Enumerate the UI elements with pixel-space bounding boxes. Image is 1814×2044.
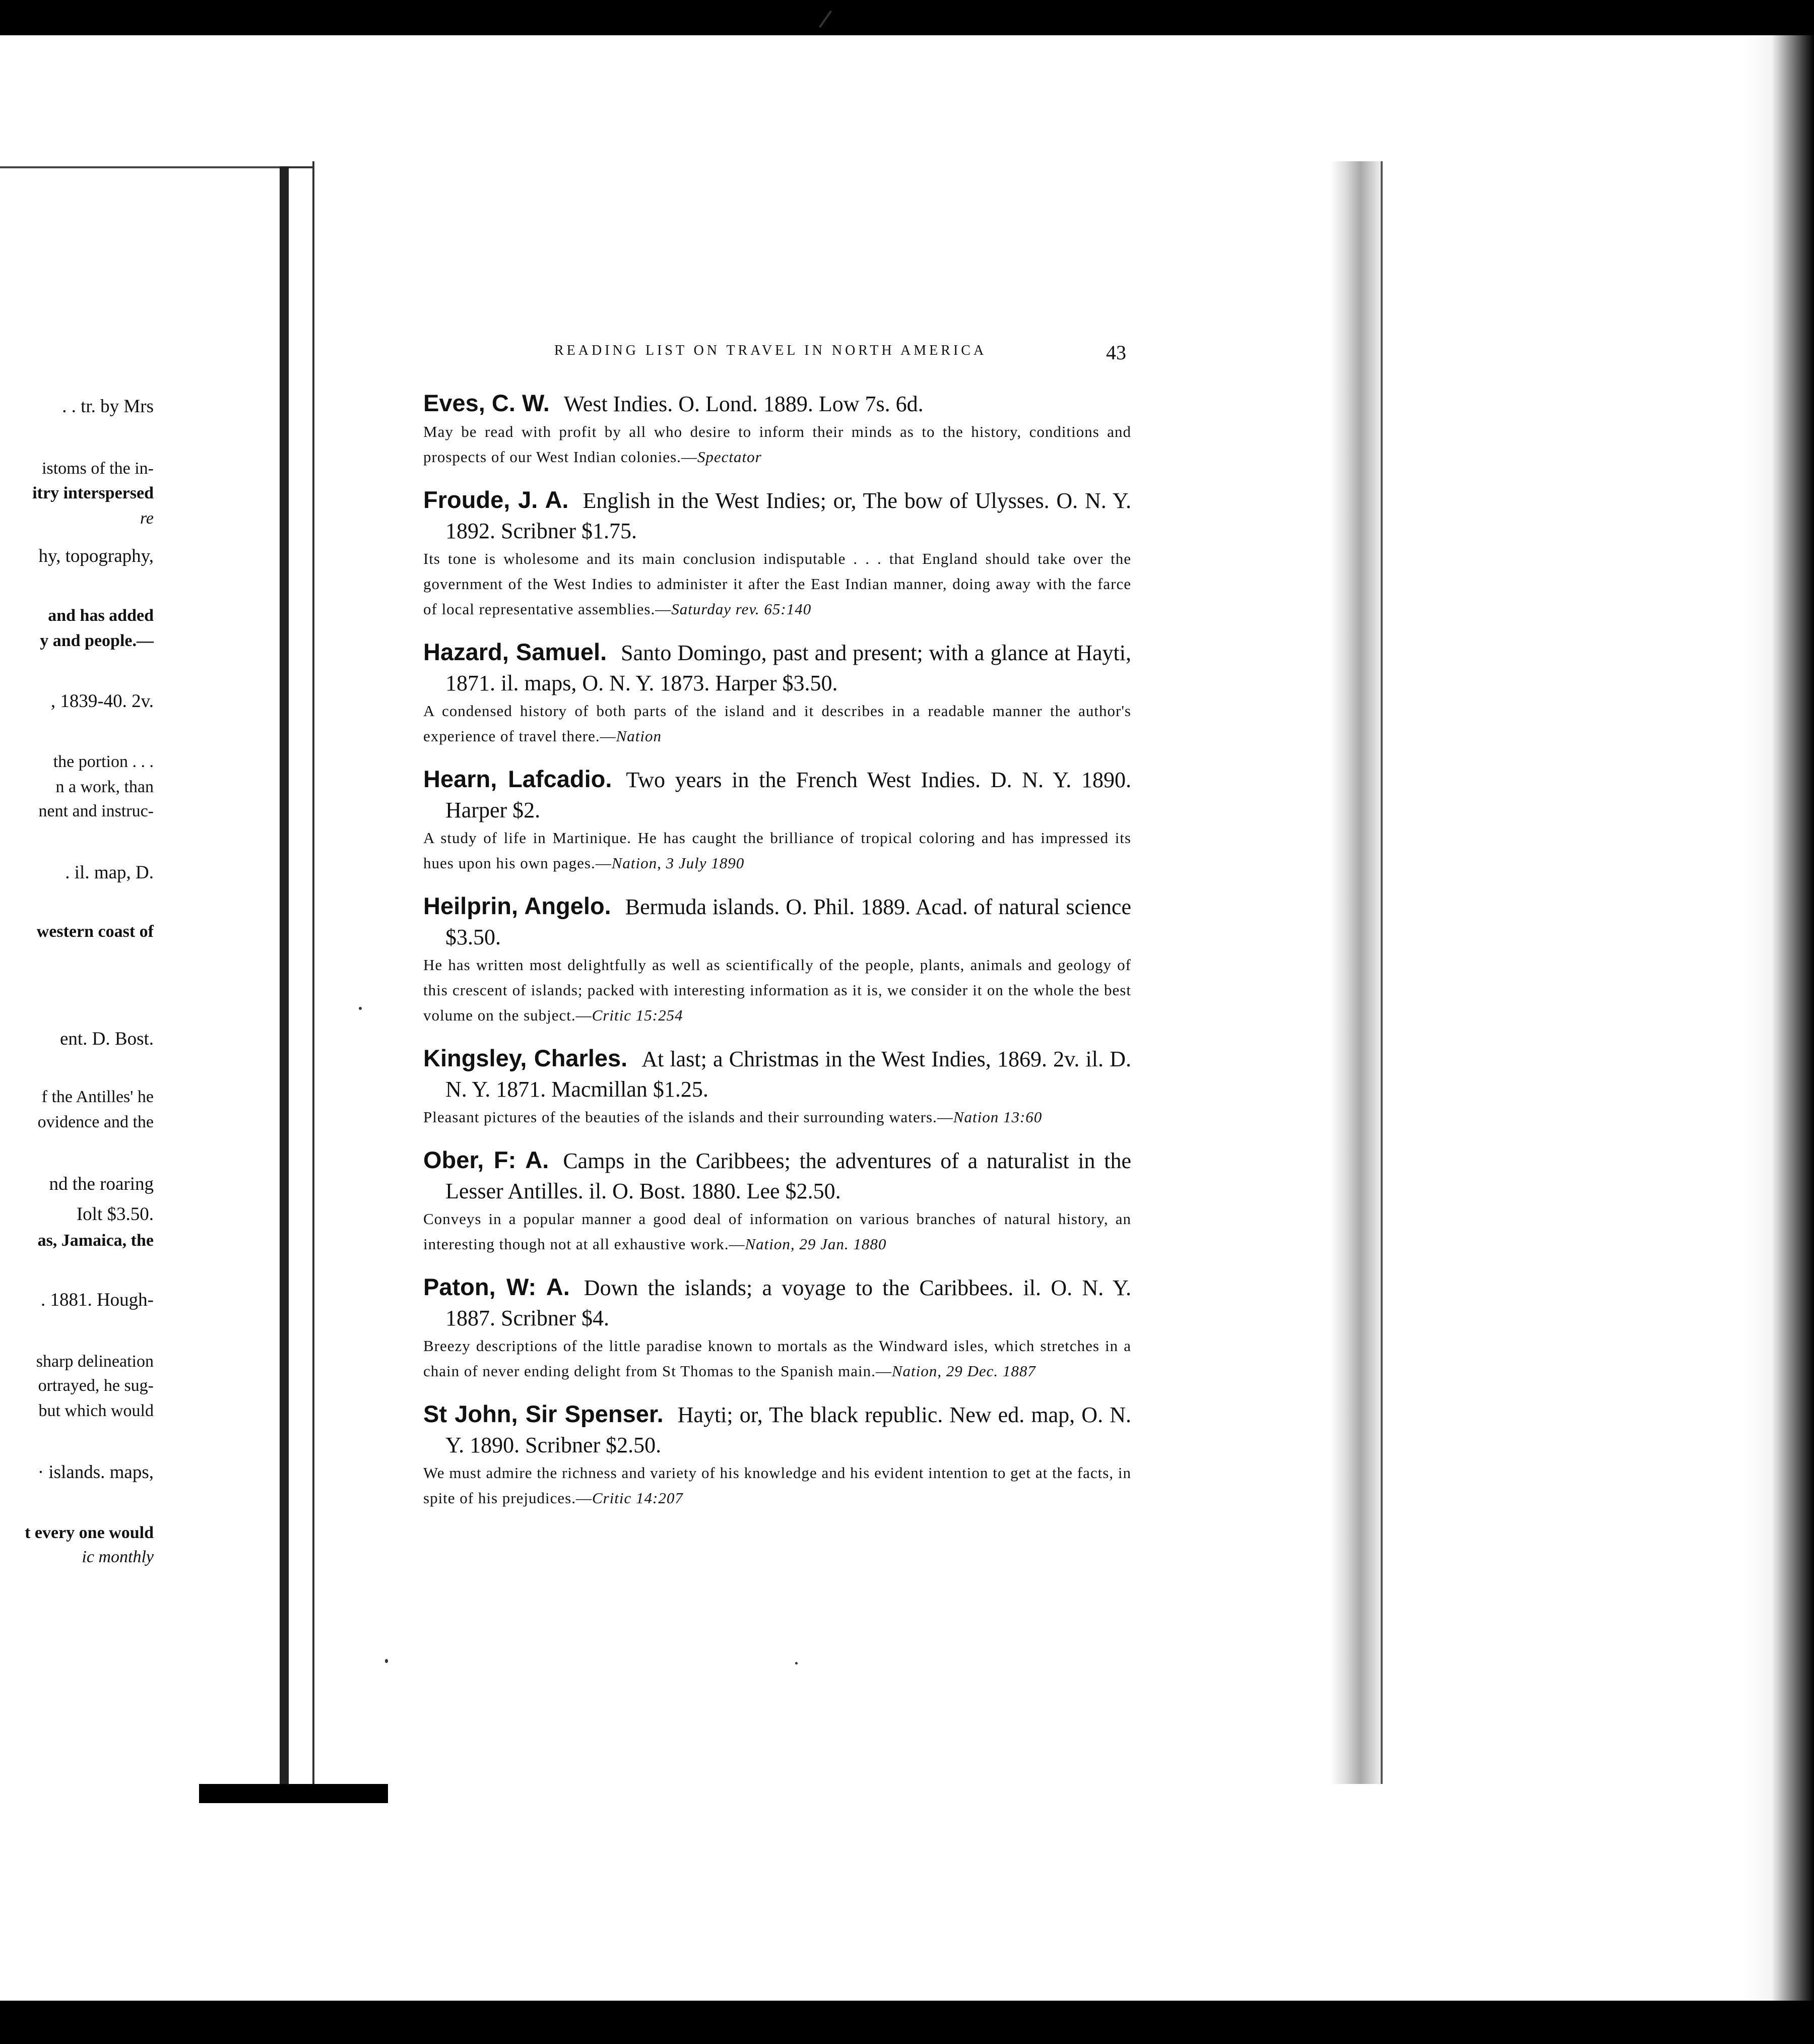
- left-page-line: . 1881. Hough-: [40, 1290, 154, 1310]
- left-page-line: . il. map, D.: [65, 862, 154, 883]
- annotation-source: Critic 15:254: [592, 1006, 683, 1024]
- entry-annotation: [423, 952, 1131, 1028]
- left-page-line: itry interspersed: [32, 484, 154, 502]
- left-page-line: , 1839-40. 2v.: [50, 691, 154, 712]
- annotation-text: Pleasant pictures of the beauties of the islands and their surrounding waters.—: [423, 1108, 953, 1126]
- entry-heading: [423, 764, 1131, 825]
- left-page-line: ic monthly: [82, 1548, 154, 1566]
- entry-author: Froude, J. A.: [423, 486, 569, 513]
- annotation-source: Nation, 29 Jan. 1880: [745, 1235, 887, 1253]
- entry-heading: [423, 1043, 1131, 1105]
- entry-annotation: [423, 546, 1131, 622]
- entry-title: Santo Domingo, past and present; with a glance at Hayti, 1871. il. maps, O. N. Y. 1873. Harper $3.50.: [445, 641, 1131, 695]
- entry-author: St John, Sir Spenser.: [423, 1400, 664, 1427]
- entry-heading: [423, 1272, 1131, 1333]
- entry-annotation: [423, 1105, 1131, 1130]
- bibliography-entry: [423, 1145, 1131, 1257]
- annotation-text: Breezy descriptions of the little paradise known to mortals as the Windward isles, which stretches in a chain of never ending delight from St Thomas to the Spanish main.—: [423, 1337, 1131, 1380]
- bibliography-entry: [423, 1272, 1131, 1384]
- left-page-line: nd the roaring: [49, 1174, 154, 1194]
- scan-right-edge: [1743, 35, 1814, 2001]
- entry-title: Two years in the French West Indies. D. N. Y. 1890. Harper $2.: [445, 768, 1131, 822]
- left-page-line: re: [140, 509, 154, 528]
- bibliography-entries: [423, 388, 1131, 1526]
- annotation-text: A condensed history of both parts of the island and it describes in a readable manner the author's experience of travel there.—: [423, 702, 1131, 745]
- left-page-line: f the Antilles' he: [41, 1088, 154, 1106]
- bibliography-entry: [423, 764, 1131, 876]
- bibliography-entry: [423, 388, 1131, 470]
- annotation-source: Critic 14:207: [592, 1489, 683, 1507]
- left-page-line: ortrayed, he sug-: [38, 1376, 154, 1395]
- left-page-line: western coast of: [36, 922, 154, 941]
- entry-annotation: [423, 419, 1131, 470]
- annotation-source: Nation: [616, 727, 662, 745]
- entry-heading: [423, 1145, 1131, 1206]
- left-page-line: y and people.—: [40, 631, 154, 650]
- annotation-text: Its tone is wholesome and its main conclusion indisputable . . . that England should take over the government of the West Indies to administer it after the East Indian manner, doing away with the farce of local representative assemblies.—: [423, 550, 1131, 618]
- left-page-line: n a work, than: [55, 778, 154, 796]
- left-page-line: but which would: [38, 1401, 154, 1420]
- entry-annotation: [423, 1333, 1131, 1384]
- entry-annotation: [423, 1206, 1131, 1257]
- entry-author: Heilprin, Angelo.: [423, 892, 611, 919]
- left-page-line: ent. D. Bost.: [59, 1029, 154, 1049]
- scan-speck: [359, 1007, 362, 1010]
- entry-title: Down the islands; a voyage to the Caribbees. il. O. N. Y. 1887. Scribner $4.: [445, 1275, 1132, 1330]
- annotation-text: May be read with profit by all who desire to inform their minds as to the history, conditions and prospects of our West Indian colonies.—: [423, 423, 1131, 466]
- book-gutter: [280, 166, 289, 1799]
- annotation-source: Nation, 29 Dec. 1887: [891, 1362, 1036, 1380]
- annotation-text: A study of life in Martinique. He has caught the brilliance of tropical coloring and has impressed its hues upon his own pages.—: [423, 829, 1131, 872]
- entry-author: Ober, F: A.: [423, 1146, 549, 1173]
- entry-annotation: [423, 698, 1131, 749]
- annotation-source: Nation, 3 July 1890: [611, 854, 745, 872]
- left-page-line: t every one would: [25, 1523, 154, 1542]
- left-page-line: and has added: [48, 606, 154, 625]
- left-page-line: the portion . . .: [53, 752, 154, 771]
- scan-speck: [795, 1662, 798, 1665]
- left-page-line: as, Jamaica, the: [37, 1231, 154, 1250]
- entry-annotation: [423, 825, 1131, 876]
- scan-speck: [819, 10, 832, 28]
- annotation-text: Conveys in a popular manner a good deal of information on various branches of natural history, an interesting though not at all exhaustive work.—: [423, 1210, 1131, 1253]
- left-page-line: nent and instruc-: [38, 802, 154, 820]
- left-page-line: sharp delineation: [36, 1352, 154, 1371]
- bibliography-entry: [423, 1043, 1131, 1130]
- bibliography-entry: [423, 485, 1131, 622]
- entry-heading: [423, 1399, 1131, 1460]
- entry-title: Camps in the Caribbees; the adventures of a naturalist in the Lesser Antilles. il. O. Bost. 1880. Lee $2.50.: [445, 1148, 1131, 1203]
- entry-author: Kingsley, Charles.: [423, 1045, 628, 1071]
- entry-author: Hearn, Lafcadio.: [423, 765, 612, 792]
- page-stack-edge: [1330, 161, 1383, 1784]
- bibliography-entry: [423, 1399, 1131, 1511]
- entry-annotation: [423, 1460, 1131, 1511]
- entry-title: English in the West Indies; or, The bow of Ulysses. O. N. Y. 1892. Scribner $1.75.: [445, 488, 1131, 543]
- left-page-line: Iolt $3.50.: [76, 1204, 154, 1225]
- left-page-top-rule: [0, 166, 282, 168]
- entry-author: Hazard, Samuel.: [423, 638, 607, 665]
- bibliography-entry: [423, 637, 1131, 749]
- running-head: READING LIST ON TRAVEL IN NORTH AMERICA: [554, 343, 987, 358]
- bibliography-entry: [423, 891, 1131, 1028]
- entry-title: At last; a Christmas in the West Indies, 1869. 2v. il. D. N. Y. 1871. Macmillan $1.25.: [445, 1047, 1131, 1102]
- entry-author: Paton, W: A.: [423, 1273, 570, 1300]
- left-page-line: . . tr. by Mrs: [62, 396, 154, 417]
- entry-title: West Indies. O. Lond. 1889. Low 7s. 6d.: [563, 392, 924, 416]
- left-page-line: · islands. maps,: [37, 1462, 154, 1483]
- entry-title: Bermuda islands. O. Phil. 1889. Acad. of natural science $3.50.: [445, 895, 1131, 949]
- annotation-source: Nation 13:60: [953, 1108, 1043, 1126]
- annotation-text: He has written most delightfully as well as scientifically of the people, plants, animals and geology of this crescent of islands; packed with interesting information as it is, we consider it on the whole the best volume on the subject.—: [423, 956, 1131, 1024]
- scan-speck: [385, 1659, 388, 1663]
- entry-heading: [423, 637, 1131, 698]
- entry-heading: [423, 485, 1131, 546]
- left-page-line: istoms of the in-: [42, 459, 154, 478]
- annotation-source: Spectator: [697, 448, 762, 466]
- page-number: 43: [1106, 341, 1126, 364]
- left-page-line: hy, topography,: [38, 546, 154, 566]
- gutter-bottom-shadow: [199, 1784, 388, 1803]
- annotation-source: Saturday rev. 65:140: [671, 600, 812, 618]
- annotation-text: We must admire the richness and variety of his knowledge and his evident intention to get at the facts, in spite of his prejudices.—: [423, 1464, 1131, 1507]
- entry-heading: [423, 388, 1131, 419]
- entry-author: Eves, C. W.: [423, 390, 550, 416]
- entry-title: Hayti; or, The black republic. New ed. map, O. N. Y. 1890. Scribner $2.50.: [445, 1402, 1132, 1457]
- left-page-fragment: [0, 166, 282, 1799]
- left-page-line: ovidence and the: [37, 1113, 154, 1131]
- entry-heading: [423, 891, 1131, 952]
